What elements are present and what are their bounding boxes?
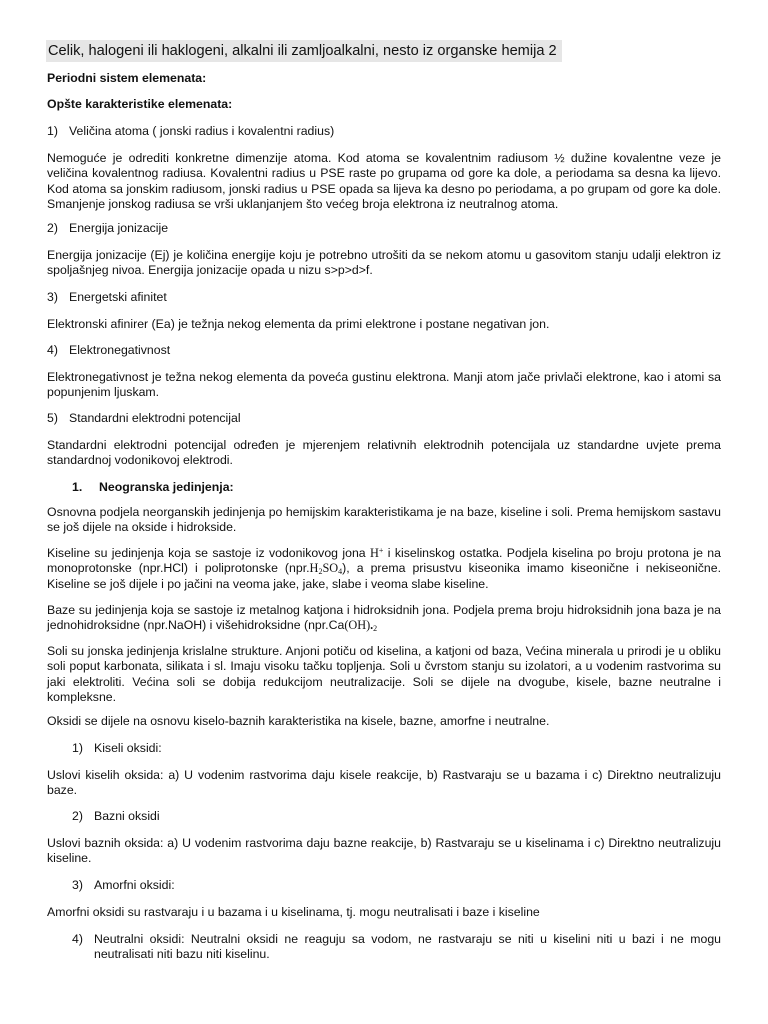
item-label: Amorfni oksidi:	[94, 878, 175, 892]
paragraph-neutral-oxides	[94, 932, 721, 963]
item-number: 4)	[72, 932, 83, 946]
item-label: Bazni oksidi	[94, 809, 160, 823]
item-number: 2)	[47, 221, 58, 235]
paragraph-salts: Soli su jonska jedinjenja krislalne strukture. Anjoni potiču od kiselina, a katjoni od baza, Većina minerala u prirodi je u obliku soli poput karbonata, silikata i sl. Imaju visoku tačku topljenja. Soli u čvrstom stanju su izolatori, a u vodenim rastvorima su jaki elektroliti. Većina soli se dobija redukcijom neutralizacije. Soli se dijele na dvogube, kisele, bazne neutralne i kompleksne.	[47, 644, 721, 704]
heading-general-characteristics: Opšte karakteristike elemenata:	[47, 97, 233, 111]
formula-h2so4	[310, 561, 343, 575]
formula-symbol: SO	[322, 561, 339, 576]
item-electrode-potential	[47, 411, 721, 426]
paragraph-amphoteric-oxides: Amorfni oksidi su rastvaraju i u bazama i u kiselinama, tj. mogu neutralisati i baze i kiseline	[47, 905, 540, 919]
document-title: Celik, halogeni ili haklogeni, alkalni ili zamljoalkalni, nesto iz organske hemija 2	[46, 40, 562, 62]
item-number: 3)	[72, 878, 83, 892]
paragraph-acidic-oxides: Uslovi kiselih oksida: a) U vodenim rastvorima daju kisele reakcije, b) Rastvaraju se u bazama i c) Direktno neutralizuju baze.	[47, 768, 721, 798]
item-electronegativity	[47, 343, 721, 358]
item-atom-size	[47, 124, 721, 139]
section-number: 1.	[72, 480, 83, 494]
item-number: 3)	[47, 290, 58, 304]
paragraph-basic-oxides: Uslovi baznih oksida: a) U vodenim rastvorima daju bazne reakcije, b) Rastvaraju se u kiselinama i c) Direktno neutralizuju kiseline.	[47, 836, 721, 866]
formula-h-ion	[370, 546, 383, 560]
paragraph-acids	[47, 546, 721, 592]
paragraph-ionization-energy: Energija jonizacije (Ej) je količina energije koju je potrebno utrošiti da se nekom atomu u gasovitom stanju udalji elektron iz spoljašnjeg nivoa. Energija jonizacije opada u nizu s>p>d>f.	[47, 248, 721, 278]
item-amphoteric-oxides	[72, 878, 672, 893]
item-energy-affinity	[47, 290, 721, 305]
formula-symbol: H	[309, 561, 319, 576]
bases-text-a: Baze su jedinjenja koja se sastoje iz metalnog katjona i hidroksidnih jona. Podjela prema broju hidroksidnih jona baza je na jednohidroksidne (npr.NaOH) i višehidroksidne (npr.Ca	[47, 603, 721, 633]
heading-periodic-system: Periodni sistem elemenata:	[47, 71, 207, 85]
paragraph-bases	[47, 603, 721, 634]
item-number: 1)	[72, 741, 83, 755]
item-label: Neutralni oksidi:	[94, 932, 185, 946]
formula-symbol: H	[369, 546, 379, 560]
item-basic-oxides	[72, 809, 672, 824]
formula-symbol: (OH)	[344, 618, 371, 633]
paragraph-electron-affinity: Elektronski afinirer (Ea) je težnja nekog elementa da primi elektrone i postane negativan jon.	[47, 317, 550, 331]
formula-oh2	[344, 618, 377, 632]
paragraph-inorganic: Osnovna podjela neorganskih jedinjenja po hemijskim karakteristikama je na baze, kiseline i soli. Prema hemijskom sastavu se još dijele na okside i hidrokside.	[47, 505, 721, 535]
item-neutral-oxides	[72, 932, 721, 963]
paragraph-atomic-radius: Nemoguće je odrediti konkretne dimenzije atoma. Kod atoma se kovalentnim radiusom ½ dužine kovalentne veze je veličina kovalentnog radiusa. Kovalentni radius u PSE raste po grupama od gore ka dole, a periodama sa desna ka lijevo. Kod atoma sa jonskim radiusom, jonski radius u PSE opada sa lijeva ka desno po periodama, a po grupam od gore ka dole. Smanjenje jonskog radiusa se vrši uklanjanjem što većeg broja elektrona iz neutralnog atoma.	[47, 151, 721, 211]
item-label: Veličina atoma ( jonski radius i kovalentni radius)	[69, 124, 335, 138]
section-inorganic-compounds	[72, 480, 672, 495]
formula-subscript: 4	[338, 567, 343, 577]
item-number: 1)	[47, 124, 58, 138]
paragraph-oxides: Oksidi se dijele na osnovu kiselo-baznih karakteristika na kisele, bazne, amorfne i neutralne.	[47, 714, 550, 728]
item-label: Kiseli oksidi:	[94, 741, 162, 755]
neutral-oxides-text: Neutralni oksidi ne reaguju sa vodom, ne rastvaraju se niti u kiselini niti u bazi i ne mogu neutralisati niti bazu niti kiselinu.	[94, 932, 721, 962]
acids-text-a: Kiseline su jedinjenja koja se sastoje iz vodonikovog jona	[47, 546, 370, 560]
item-label: Standardni elektrodni potencijal	[69, 411, 241, 425]
item-label: Energija jonizacije	[69, 221, 169, 235]
item-label: Energetski afinitet	[69, 290, 167, 304]
paragraph-electronegativity: Elektronegativnost je težna nekog elementa da poveća gustinu elektrona. Manji atom jače privlači elektrone, kao i atomi sa popunjenim ljuskam.	[47, 370, 721, 400]
formula-subscript: •2	[370, 624, 378, 634]
section-label: Neogranska jedinjenja:	[99, 480, 234, 494]
formula-charge: +	[378, 546, 384, 555]
item-number: 5)	[47, 411, 58, 425]
item-number: 4)	[47, 343, 58, 357]
acids-text-c: ), a prema prisustvu kiseonika imamo kiseonične i nekiseonične. Kiseline se još dijele i po jačini na veoma jake, jake, slabe i veoma slabe kiseline.	[47, 561, 721, 591]
item-label: Elektronegativnost	[69, 343, 171, 357]
item-number: 2)	[72, 809, 83, 823]
formula-subscript: 2	[318, 567, 323, 577]
acids-text-b: i kiselinskog ostatka. Podjela kiselina po broju protona je na monoprotonske (npr.HCl) i poliprotonske (npr.	[47, 546, 721, 576]
item-ionization-energy	[47, 221, 721, 236]
paragraph-electrode-potential: Standardni elektrodni potencijal određen je mjerenjem relativnih elektrodnih potencijala uz standardne uvjete prema standardnoj vodonikovoj elektrodi.	[47, 438, 721, 468]
item-acidic-oxides	[72, 741, 672, 756]
